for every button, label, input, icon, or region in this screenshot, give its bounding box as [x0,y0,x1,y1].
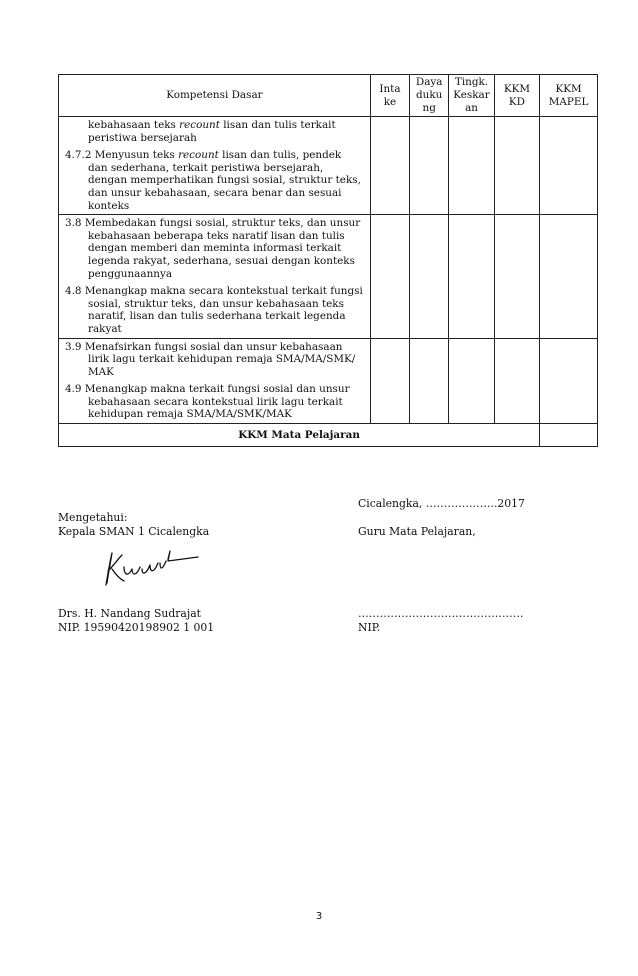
header-intake-line: ke [383,95,397,108]
kd-item: 4.9 Menangkap makna terkait fungsi sosial dan unsur kebahasaan secara kontekstual lirik lagu terkait kehidupan remaja SMA/MA/SMK/MAK [65,383,350,421]
tingkat-keskaran-cell[interactable] [449,338,494,424]
kkm-kd-cell[interactable] [494,215,539,338]
header-kkm-kd [494,75,539,117]
principal-role: Kepala SMAN 1 Cicalengka [58,525,210,538]
header-tingkat-line: Tingk. [454,76,489,88]
kd-text: lisan dan tulis, pendek dan sederhana, terkait peristiwa bersejarah, dengan memperhatikan fungsi sosial, struktur teks, dan unsur kebahasaan, secara benar dan sesuai konteks [88,149,361,212]
kkm-mapel-cell[interactable] [540,338,598,424]
kd-cell [59,338,371,424]
intake-cell[interactable] [370,338,409,424]
header-intake-line: Inta [379,82,401,95]
header-tingkat-line: Keskar [453,89,490,101]
table-footer-row [59,424,598,447]
handwritten-signature [98,545,208,591]
header-daya-dukung [410,75,449,117]
kd-term: recount [178,149,219,162]
kd-item [65,119,364,144]
daya-dukung-cell[interactable] [410,117,449,215]
daya-dukung-cell[interactable] [410,215,449,338]
kd-term: recount [179,119,220,131]
table-row [59,117,598,215]
kd-item [65,149,364,212]
header-kompetensi-dasar: Kompetensi Dasar [59,75,371,117]
kd-text: 4.7.2 Menyusun teks [65,149,179,162]
table-row [59,338,598,424]
intake-cell[interactable] [370,215,409,338]
kd-item: 3.8 Membedakan fungsi sosial, struktur teks, dan unsur kebahasaan beberapa teks naratif lisan dan tulis dengan memberi dan meminta informasi terkait legenda rakyat, sederhana, sesuai dengan konteks penggunaannya [65,217,361,280]
kkm-mapel-cell[interactable] [540,215,598,338]
header-daya-line: ng [422,102,436,114]
kkm-mata-pelajaran-cell[interactable] [540,424,598,447]
table-header-row [59,75,598,117]
teacher-name-placeholder: ………………………………………. [358,607,524,620]
mengetahui-label: Mengetahui: [58,511,128,524]
daya-dukung-cell[interactable] [410,338,449,424]
kd-text: kebahasaan teks [88,119,180,131]
kd-cell [59,117,371,215]
kd-cell [59,215,371,338]
teacher-nip: NIP. [358,621,381,634]
kkm-kd-cell[interactable] [494,117,539,215]
place-date: Cicalengka, ………………..2017 [358,497,525,510]
kkm-mata-pelajaran-label: KKM Mata Pelajaran [59,424,540,447]
kkm-mapel-cell[interactable] [540,117,598,215]
header-kkm-mapel [540,75,598,117]
kd-text: lisan dan tulis terkait peristiwa bersejarah [88,119,336,144]
kd-item: 3.9 Menafsirkan fungsi sosial dan unsur kebahasaan lirik lagu terkait kehidupan remaja SMA/MA/SMK/ MAK [65,340,356,378]
header-kkm-kd-line: KD [508,95,525,108]
principal-name: Drs. H. Nandang Sudrajat [58,607,201,620]
header-daya-line: duku [416,89,443,101]
page-number: 3 [315,911,323,922]
intake-cell[interactable] [370,117,409,215]
header-kkm-mapel-line: MAPEL [548,95,589,108]
kkm-table [58,74,598,447]
header-daya-line: Daya [415,76,443,88]
header-kkm-kd-line: KKM [503,82,531,95]
header-tingkat-line: an [465,102,478,114]
header-kkm-mapel-line: KKM [555,82,582,95]
header-tingkat-keskaran [449,75,494,117]
kkm-kd-cell[interactable] [494,338,539,424]
header-intake [370,75,409,117]
principal-nip: NIP. 19590420198902 1 001 [58,621,215,634]
teacher-role: Guru Mata Pelajaran, [358,525,476,538]
table-row [59,215,598,338]
tingkat-keskaran-cell[interactable] [449,215,494,338]
tingkat-keskaran-cell[interactable] [449,117,494,215]
kd-item: 4.8 Menangkap makna secara kontekstual terkait fungsi sosial, struktur teks, dan unsur kebahasaan teks naratif, lisan dan tulis sederhana terkait legenda rakyat [65,285,363,335]
